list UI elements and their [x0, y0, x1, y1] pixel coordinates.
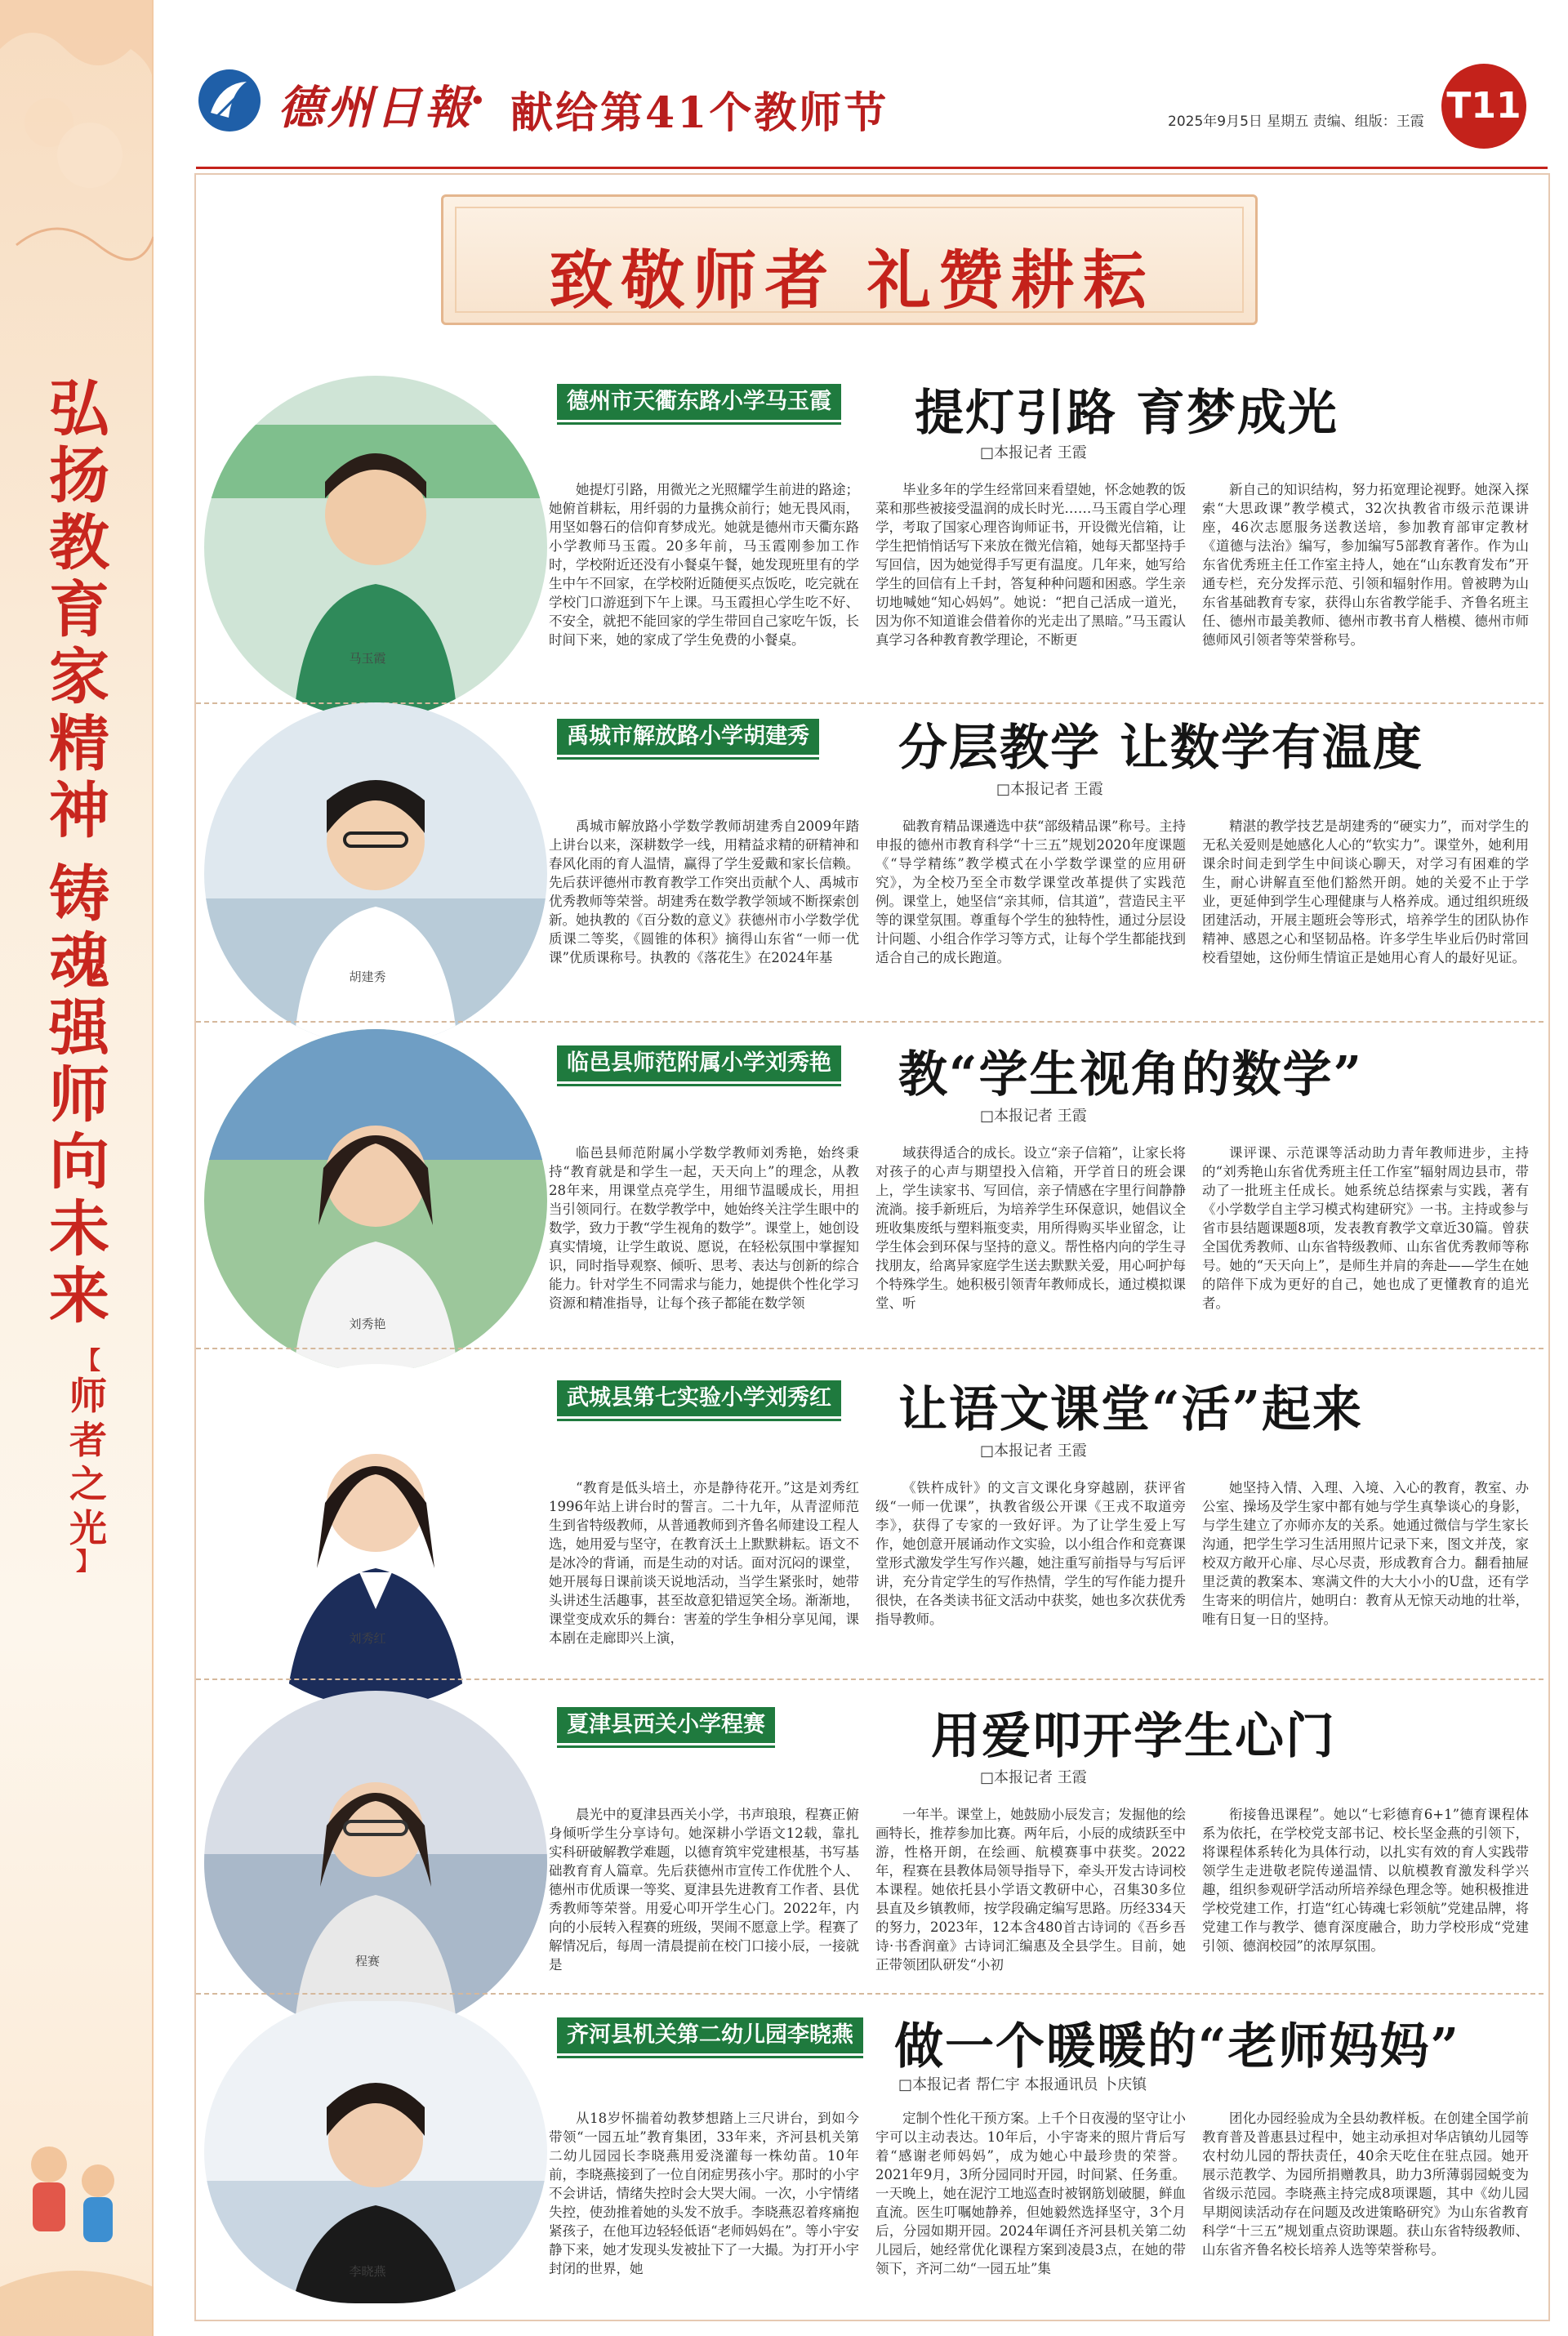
article-column-3 — [1202, 1805, 1529, 1993]
school-teacher-label: 齐河县机关第二幼儿园李晓燕 — [557, 2017, 863, 2053]
article-section-5 — [196, 1707, 1544, 2017]
school-teacher-label: 临邑县师范附属小学刘秀艳 — [557, 1045, 841, 1081]
column-text: 团化办园经验成为全县幼教样板。在创建全国学前教育普及普惠县过程中，她主动承担对华店镇幼儿园等农村幼儿园的帮扶责任，40余天吃住在驻点园。她开展示范教学、为园所捐赠教具，助力3所薄弱园蜕变为省级示范园。李晓燕主持完成8项课题，其中《幼儿园早期阅读活动存在问题及改进策略研究》为山东省教育科学“十三五”规划重点资助课题。获山东省特级教师、山东省齐鲁名校长培养人选等荣誉称号。 — [1202, 2111, 1529, 2258]
column-text: 她提灯引路，用微光之光照耀学生前进的路途；她俯首耕耘，用纤弱的力量携众前行；她无畏风雨，用坚如磐石的信仰育梦成光。她就是德州市天衢东路小学教师马玉霞。20多年前，马玉霞刚参加工作时，学校附近还没有小餐桌午餐，她发现班里有的学生中午不回家，在学校附近随便买点饭吃，吃完就在学校门口游逛到下午上课。马玉霞担心学生吃不好、不安全，就把不能回家的学生带回自己家吃午饭，长时间下来，她的家成了学生免费的小餐桌。 — [549, 482, 859, 648]
article-column-3 — [1202, 1143, 1529, 1331]
column-text: 新自己的知识结构，努力拓宽理论视野。她深入探索“大思政课”教学模式，32次执教省市级示范课讲座，46次志愿服务送教送培，参加教育部审定教材《道德与法治》编写，参加编写5部教育著作。作为山东省优秀班主任工作室主持人，她在“山东教育发布”开通专栏，充分发挥示范、引领和辐射作用。曾被聘为山东省基础教育专家，获得山东省教学能手、齐鲁名班主任、德州市最美教师、德州市教书育人楷模、德州市师德师风引领者等荣誉称号。 — [1202, 482, 1529, 648]
article-column-2 — [875, 817, 1186, 1005]
article-headline: 用爱叩开学生心门 — [931, 1708, 1336, 1765]
column-text: 禹城市解放路小学数学教师胡建秀自2009年踏上讲台以来，深耕数学一线，用精益求精的研精神和春风化雨的育人温情，赢得了学生爱戴和家长信赖。先后获评德州市教育教学工作突出贡献个人、禹城市优秀教师等荣誉。胡建秀在数学教学领域不断探索创新。她执教的《百分数的意义》获德州市小学数学优质课二等奖，《圆锥的体积》摘得山东省“一师一优课”优质课称号。执教的《落花生》在2024年基 — [549, 818, 859, 965]
header-rule — [196, 167, 1548, 169]
section-divider — [196, 1348, 1544, 1349]
article-section-6 — [196, 2017, 1544, 2320]
column-text: 《铁杵成针》的文言文课化身穿越剧，获评省级“一师一优课”，执教省级公开课《王戎不取道旁李》，获得了专家的一致好评。为了让学生爱上写作，她创意开展诵动作文实验，以小组合作和竞赛课堂形式激发学生写作兴趣，她注重写前指导与写后评讲，充分肯定学生的写作热情，学生的写作能力提升很快，在各类读书征文活动中获奖，她也多次获优秀指导教师。 — [875, 1480, 1186, 1627]
photo-caption: 李晓燕 — [349, 2264, 386, 2279]
article-section-1 — [196, 384, 1544, 711]
newspaper-name: 德州日報 — [278, 81, 474, 135]
slogan-line-2: 铸魂强师向未来 — [49, 859, 109, 1331]
header-separator: · — [470, 74, 486, 127]
teacher-photo — [204, 2001, 547, 2303]
slogan-line-1: 弘扬教育家精神 — [49, 374, 109, 846]
article-headline: 做一个暖暖的“老师妈妈” — [894, 2018, 1461, 2075]
teacher-photo — [204, 376, 547, 719]
teacher-photo — [204, 702, 547, 1045]
section-divider — [196, 1678, 1544, 1680]
article-column-3 — [1202, 1478, 1529, 1666]
photo-caption: 刘秀红 — [349, 1631, 386, 1646]
article-column-3 — [1202, 817, 1529, 1005]
column-text: 础教育精品课遴选中获“部级精品课”称号。主持申报的德州市教育科学“十三五”规划2020年度课题《“导学精练”教学模式在小学数学课堂的应用研究》，为全校乃至全市数学课堂改革提供了实践范例。课堂上，她坚信“亲其师，信其道”，营造民主平等的课堂氛围。尊重每个学生的独特性，通过分层设计问题、小组合作学习等方式，让每个学生都能找到适合自己的成长跑道。 — [875, 818, 1186, 965]
vertical-slogan — [42, 376, 116, 1330]
article-column-1 — [549, 817, 859, 1005]
column-text: 毕业多年的学生经常回来看望她，怀念她教的饭菜和那些被接受温润的成长时光……马玉霞自学心理学，考取了国家心理咨询师证书，开设微光信箱，让学生把悄悄话写下来放在微光信箱，她每天都坚持手写回信，因为她觉得手写更有温度。几年来，她写给学生的回信有上千封，答复种种问题和困惑。学生亲切地喊她“知心妈妈”。她说：“把自己活成一道光，因为你不知道谁会借着你的光走出了黑暗。”马玉霞认真学习各种教育教学理论，不断更 — [875, 482, 1186, 648]
article-byline: □本报记者 帮仁宇 本报通讯员 卜庆镇 — [898, 2076, 1147, 2093]
column-text: 临邑县师范附属小学数学教师刘秀艳，始终秉持“教育就是和学生一起，天天向上”的理念，从教28年来，用课堂点亮学生，用细节温暖成长，用担当引领同行。在数学教学中，她始终关注学生眼中的数学，致力于教“学生视角的数学”。课堂上，她创设真实情境，让学生敢说、愿说，在轻松氛围中掌握知识，同时指导观察、倾听、思考、表达与创新的综合能力。针对学生不同需求与能力，她提供个性化学习资源和精准指导，让每个孩子都能在数学领 — [549, 1145, 859, 1311]
column-text: 一年半。课堂上，她鼓励小辰发言；发掘他的绘画特长，推荐参加比赛。两年后，小辰的成绩跃至中游，性格开朗，在绘画、航模赛事中获奖。2022年，程赛在县教体局领导指导下，牵头开发古诗词校本课程。她依托县小学语文教研中心，召集30多位县直及乡镇教师，按学段确定编写思路。历经334天的努力，2023年，12本含480首古诗词的《吾乡吾诗·书香润童》古诗词汇编惠及全县学生。目前，她正带领团队研发“小初 — [875, 1807, 1186, 1973]
article-byline: □本报记者 王霞 — [980, 444, 1087, 461]
column-text: 晨光中的夏津县西关小学，书声琅琅，程赛正俯身倾听学生分享诗句。她深耕小学语文12载，靠扎实科研破解教学难题，以德育筑牢党建根基，书写基础教育育人篇章。先后获德州市宣传工作优胜个人、德州市优质课一等奖、夏津县先进教育工作者、县优秀教师等荣誉。用爱心叩开学生心门。2022年，内向的小辰转入程赛的班级，哭闹不愿意上学。程赛了解情况后，每周一清晨提前在校门口接小辰，一接就是 — [549, 1807, 859, 1973]
teacher-photo — [204, 1691, 547, 2034]
article-byline: □本报记者 王霞 — [980, 1108, 1087, 1125]
photo-caption: 刘秀艳 — [349, 1317, 386, 1331]
article-column-2 — [875, 1805, 1186, 1993]
page-banner — [441, 194, 1258, 325]
school-teacher-label: 德州市天衢东路小学马玉霞 — [557, 384, 841, 420]
section-divider — [196, 1021, 1544, 1023]
article-headline: 分层教学 让数学有温度 — [898, 720, 1423, 777]
column-text: 定制个性化干预方案。上千个日夜漫的坚守让小宇可以主动表达。10年后，小宇寄来的照片背后写着“感谢老师妈妈”，成为她心中最珍贵的荣誉。2021年9月，3所分园同时开园，时间紧、任务重。一天晚上，她在泥泞工地巡查时被钢筋划破腿，鲜血直流。医生叮嘱她静养，但她毅然选择坚守，3个月后，分园如期开园。2024年调任齐河县机关第二幼儿园后，她经常优化课程方案到凌晨3点，在她的带领下，齐河二幼“一园五址”集 — [875, 2111, 1186, 2276]
article-headline: 让语文课堂“活”起来 — [898, 1381, 1364, 1438]
header-theme: 献给第41个教师节 — [510, 88, 889, 138]
article-column-1 — [549, 1143, 859, 1331]
photo-caption: 胡建秀 — [349, 970, 386, 984]
school-teacher-label: 武城县第七实验小学刘秀红 — [557, 1380, 841, 1416]
column-text: 她坚持入情、入理、入境、入心的教育，教室、办公室、操场及学生家中都有她与学生真挚谈心的身影，与学生建立了亦师亦友的关系。她通过微信与学生家长沟通，把学生学习生活用照片记录下来，图文并茂，家校双方敞开心扉、尽心尽责，形成教育合力。翻看抽屉里泛黄的教案本、寒满文件的大大小小的U盘，还有学生寄来的明信片，她明白：教育从无惊天动地的壮举，唯有日复一日的坚持。 — [1202, 1480, 1529, 1627]
column-label-text: 师者之光 — [69, 1374, 107, 1550]
article-column-2 — [875, 2109, 1186, 2297]
photo-caption: 程赛 — [354, 1954, 380, 1968]
article-column-1 — [549, 2109, 859, 2297]
cloud-decoration — [0, 0, 154, 310]
left-decor-band — [0, 0, 154, 2336]
column-label: 【 师者之光 】 — [69, 1347, 107, 1576]
article-byline: □本报记者 王霞 — [996, 781, 1103, 798]
children-illustration — [0, 2042, 154, 2336]
article-byline: □本报记者 王霞 — [980, 1769, 1087, 1786]
page-number-badge: T11 — [1441, 64, 1526, 149]
issue-meta: 2025年9月5日 星期五 责编、组版：王霞 — [1168, 114, 1424, 130]
article-headline: 教“学生视角的数学” — [898, 1046, 1364, 1103]
article-section-3 — [196, 1045, 1544, 1372]
column-text: 课评课、示范课等活动助力青年教师进步，主持的“刘秀艳山东省优秀班主任工作室”辐射周边县市，带动了一批班主任成长。她系统总结探索与实践，著有《小学数学自主学习模式构建研究》一书。主持或参与省市县结题课题8项，发表教育教学文章近30篇。曾获全国优秀教师、山东省特级教师、山东省优秀教师等称号。她的“天天向上”，是师生并肩的奔赴——学生在她的陪伴下成为更好的自己，她也成了更懂教育的追光者。 — [1202, 1145, 1529, 1311]
column-text: 精湛的教学技艺是胡建秀的“硬实力”，而对学生的无私关爱则是她感化人心的“软实力”。课堂外，她利用课余时间走到学生中间谈心聊天，对学习有困难的学生，耐心讲解直至他们豁然开朗。她的关爱不止于学业，更延伸到学生心理健康与人格养成。通过组织班级团建活动，开展主题班会等形式，培养学生的团队协作精神、感恩之心和坚韧品格。许多学生毕业后仍时常回校看望她，这份师生情谊正是她用心育人的最好见证。 — [1202, 818, 1529, 965]
article-column-1 — [549, 1805, 859, 1993]
school-teacher-label: 禹城市解放路小学胡建秀 — [557, 719, 819, 755]
article-column-1 — [549, 1478, 859, 1666]
teacher-photo — [204, 1364, 547, 1707]
column-text: 从18岁怀揣着幼教梦想踏上三尺讲台，到如今带领“一园五址”教育集团，33年来，齐河县机关第二幼儿园园长李晓燕用爱浇灌每一株幼苗。10年前，李晓燕接到了一位自闭症男孩小宇。那时的小宇不会讲话，情绪失控时会大哭大闹。一次，小宇情绪失控，使劲推着她的头发不放手。李晓燕忍着疼痛抱紧孩子，在他耳边轻轻低语“老师妈妈在”。等小宇安静下来，她才发现头发被扯下了一大撮。为打开小宇封闭的世界，她 — [549, 2111, 859, 2276]
article-column-2 — [875, 1478, 1186, 1666]
article-column-2 — [875, 1143, 1186, 1331]
article-column-1 — [549, 480, 859, 668]
school-teacher-label: 夏津县西关小学程赛 — [557, 1707, 775, 1743]
photo-caption: 马玉霞 — [349, 651, 386, 666]
column-text: “教育是低头培土，亦是静待花开。”这是刘秀红1996年站上讲台时的誓言。二十九年，从青涩师范生到省特级教师，从普通教师到齐鲁名师建设工程人选，她用爱与坚守，在教育沃土上默默耕耘。语文不是冰冷的背诵，而是生动的对话。面对沉闷的课堂，她开展每日课前谈天说地活动，当学生紧张时，她带头讲述生活趣事，甚至故意犯错逗笑全场。渐渐地，课堂变成欢乐的舞台：害羞的学生争相分享见闻，课本剧在走廊即兴上演， — [549, 1480, 859, 1646]
column-text: 域获得适合的成长。设立“亲子信箱”，让家长将对孩子的心声与期望投入信箱，开学首日的班会课上，学生读家书、写回信，亲子情感在字里行间静静流淌。接手新班后，为培养学生环保意识，她倡议全班收集废纸与塑料瓶变卖，用所得购买毕业留念，让学生体会到环保与坚持的意义。帮性格内向的学生寻找朋友，给离异家庭学生送去默默关爱，用心呵护每个特殊学生。她积极引领青年教师成长，通过模拟课堂、听 — [875, 1145, 1186, 1311]
article-byline: □本报记者 王霞 — [980, 1442, 1087, 1460]
page-header — [196, 64, 1552, 154]
section-divider — [196, 1993, 1544, 1995]
article-section-4 — [196, 1380, 1544, 1707]
article-headline: 提灯引路 育梦成光 — [915, 385, 1339, 442]
article-column-3 — [1202, 480, 1529, 668]
article-section-2 — [196, 719, 1544, 1045]
newspaper-logo-icon — [196, 67, 263, 134]
article-column-3 — [1202, 2109, 1529, 2297]
article-column-2 — [875, 480, 1186, 668]
column-text: 衔接鲁迅课程”。她以“七彩德育6+1”德育课程体系为依托，在学校党支部书记、校长坚金燕的引领下，将课程体系转化为具体行动，以扎实有效的育人实践带领学生走进敬老院传递温情、以航模教育激发科学兴趣，组织参观研学活动所培养绿色理念等。她积极推进学校党建工作，打造“红心铸魂七彩领航”党建品牌，将党建工作与教学、德育深度融合，助力学校形成“党建引领、德润校园”的浓厚氛围。 — [1202, 1807, 1529, 1954]
banner-title: 致敬师者 礼赞耕耘 — [549, 243, 1155, 318]
